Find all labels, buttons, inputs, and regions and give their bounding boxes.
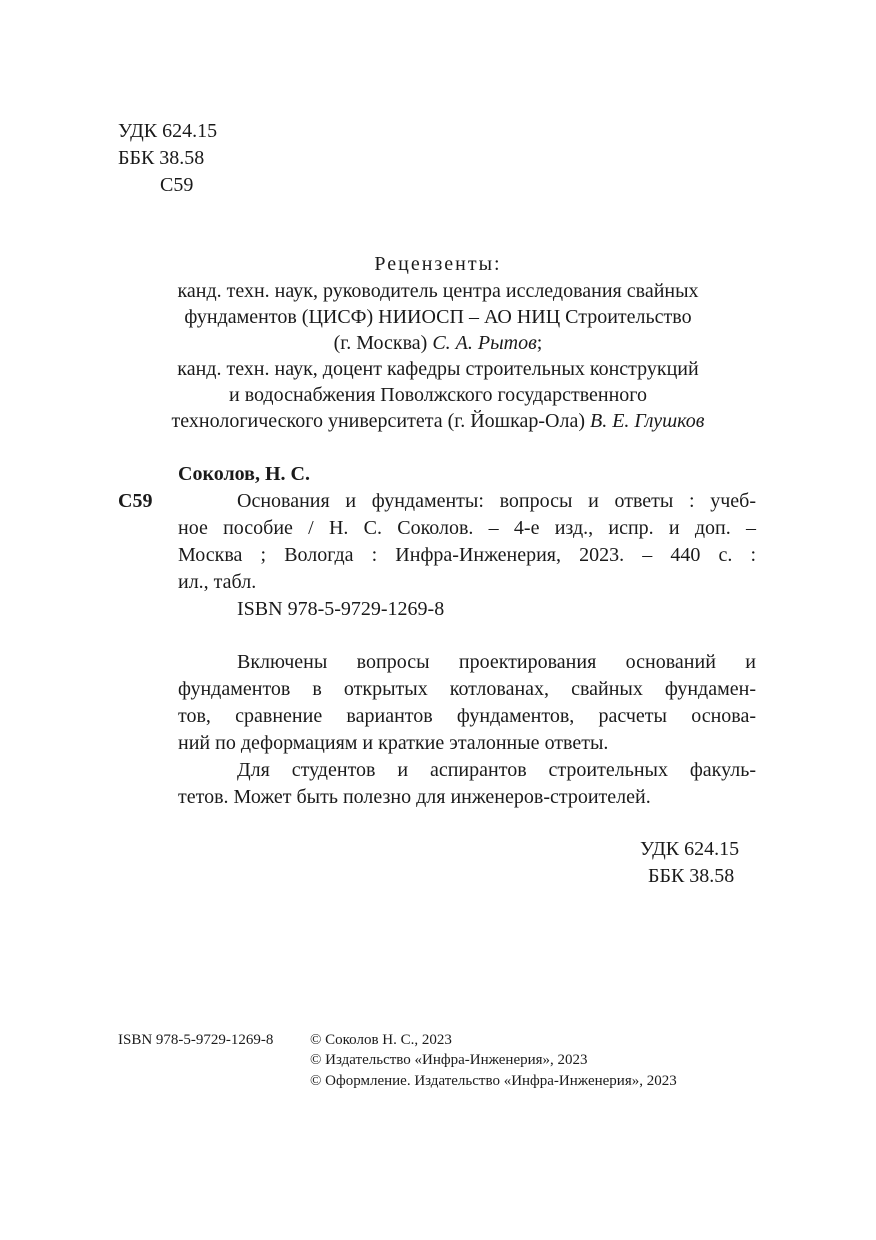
copyright-design: © Оформление. Издательство «Инфра-Инженерия», 2023: [310, 1073, 677, 1089]
annotation-p2-line1: Для студентов и аспирантов строительных факуль-: [237, 759, 756, 781]
footer-isbn: ISBN 978-5-9729-1269-8: [118, 1032, 274, 1048]
author-mark: С59: [118, 490, 153, 512]
annotation-p1-line2: фундаментов в открытых котлованах, свайных фундамен-: [178, 678, 756, 700]
reviewer2-university: технологического университета (г. Йошкар-Ола): [171, 410, 585, 432]
reviewers-title: Рецензенты:: [374, 253, 502, 275]
biblio-line3: Москва ; Вологда : Инфра-Инженерия, 2023. – 440 с. :: [178, 544, 756, 566]
reviewer2-line1: канд. техн. наук, доцент кафедры строительных конструкций: [177, 358, 699, 380]
udk-bottom: УДК 624.15: [640, 838, 740, 860]
reviewer1-line3: [0, 330, 876, 357]
reviewer2-line2: и водоснабжения Поволжского государственного: [228, 384, 648, 406]
biblio-line4: ил., табл.: [178, 571, 257, 593]
author-heading: Соколов, Н. С.: [178, 463, 310, 485]
annotation-p2-line2: тетов. Может быть полезно для инженеров-строителей.: [178, 786, 651, 808]
biblio-isbn: ISBN 978-5-9729-1269-8: [237, 598, 445, 620]
biblio-line1: Основания и фундаменты: вопросы и ответы : учеб-: [237, 490, 756, 512]
copyright-author: © Соколов Н. С., 2023: [310, 1032, 452, 1048]
annotation-p1-line1: Включены вопросы проектирования оснований и: [237, 651, 756, 673]
annotation-p1-line3: тов, сравнение вариантов фундаментов, расчеты основа-: [178, 705, 756, 727]
bbk-bottom: ББК 38.58: [648, 865, 735, 887]
reviewer2-line3: [0, 408, 876, 435]
annotation-p1-line4: ний по деформациям и краткие эталонные ответы.: [178, 732, 609, 754]
biblio-line2: ное пособие / Н. С. Соколов. – 4-е изд., испр. и доп. –: [178, 517, 756, 539]
reviewer1-line2: фундаментов (ЦИСФ) НИИОСП – АО НИЦ Строительство: [184, 306, 692, 328]
reviewer1-semicolon: ;: [536, 332, 543, 354]
udk-top: УДК 624.15: [118, 120, 218, 142]
reviewer1-line1: канд. техн. наук, руководитель центра исследования свайных: [177, 280, 699, 302]
reviewer1-name: С. А. Рытов: [432, 332, 537, 354]
copyright-publisher: © Издательство «Инфра-Инженерия», 2023: [310, 1052, 588, 1068]
author-mark-top: С59: [160, 174, 194, 196]
reviewer1-city: (г. Москва): [333, 332, 428, 354]
bbk-top: ББК 38.58: [118, 147, 205, 169]
reviewer2-name: В. Е. Глушков: [589, 410, 705, 432]
